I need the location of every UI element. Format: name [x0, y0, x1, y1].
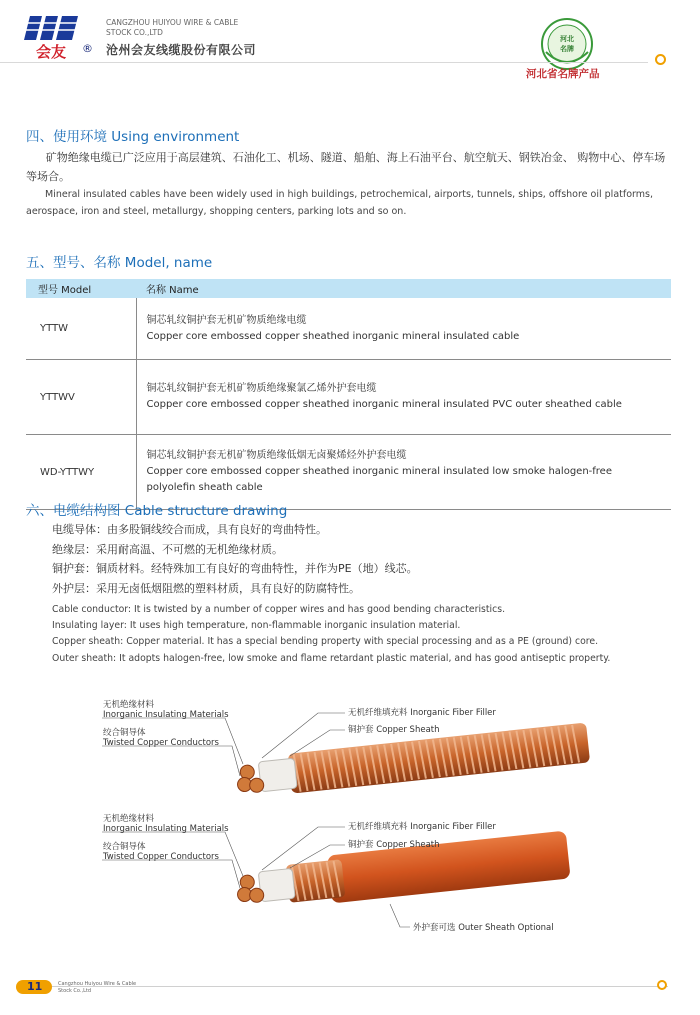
section-4-body-cn: 矿物绝缘电缆已广泛应用于高层建筑、石油化工、机场、隧道、船舶、海上石油平台、航空航天、钢铁冶金、 购物中心、停车场等场合。 [26, 151, 666, 183]
header-name: 名称 Name [136, 279, 671, 298]
cable2-conductor-en: Twisted Copper Conductors [103, 852, 219, 862]
badge-inner-bottom: 名牌 [560, 45, 574, 53]
badge-caption: 河北省名牌产品 [526, 68, 600, 80]
model-cell: WD-YTTWY [26, 435, 136, 510]
company-logo [22, 14, 80, 60]
cable2-sheath-label: 铜护套 Copper Sheath [348, 840, 440, 850]
footer-company-line2: Stock Co.,Ltd [58, 987, 91, 994]
cable1-filler-label: 无机纤维填充料 Inorganic Fiber Filler [348, 708, 496, 718]
logo-text: 会友 [35, 43, 67, 60]
model-cell: YTTWV [26, 360, 136, 435]
company-en-line1: CANGZHOU HUIYOU WIRE & CABLE [106, 18, 239, 27]
structure-line-cn: 电缆导体：由多股铜线绞合而成，具有良好的弯曲特性。 [52, 523, 327, 536]
section-4-body-en: Mineral insulated cables have been widely used in high buildings, petrochemical, airports, tunnels, ships, offshore oil platforms, aerospace, iron and steel, metallurgy, shopping centers, parking lots and so on. [26, 189, 653, 217]
name-cell [136, 298, 671, 360]
structure-line-en: Outer sheath: It adopts halogen-free, low smoke and flame retardant plastic material, and has good antiseptic property. [52, 652, 611, 664]
page-number: 11 [27, 980, 43, 993]
badge-inner-top: 河北 [560, 35, 574, 43]
company-name-en [106, 18, 276, 38]
header-divider [0, 62, 648, 63]
footer-company-line1: Cangzhou Huiyou Wire & Cable [58, 981, 137, 987]
model-cell: YTTW [26, 298, 136, 360]
structure-line-en: Cable conductor: It is twisted by a number of copper wires and has good bending characteristics. [52, 604, 506, 615]
company-en-line2: STOCK CO.,LTD [106, 28, 163, 37]
cable2-insulation-cn: 无机绝缘材料 [103, 814, 155, 824]
cable2-filler-label: 无机纤维填充料 Inorganic Fiber Filler [348, 822, 496, 832]
cable1-conductor-en: Twisted Copper Conductors [103, 738, 219, 748]
name-en: Copper core embossed copper sheathed inorganic mineral insulated cable [146, 330, 520, 342]
structure-line-cn: 绝缘层：采用耐高温、不可燃的无机绝缘材质。 [52, 542, 283, 556]
table-row [26, 360, 671, 435]
structure-line-en: Copper sheath: Copper material. It has a special bending property with special processing and as a PE (ground) core. [52, 636, 599, 648]
structure-line-en: Insulating layer: It uses high temperature, non-flammable inorganic insulation material. [52, 620, 461, 632]
name-en: Copper core embossed copper sheathed inorganic mineral insulated low smoke halogen-free polyolefin sheath cable [146, 466, 612, 493]
name-cn: 铜芯轧纹铜护套无机矿物质绝缘低烟无卤聚烯烃外护套电缆 [146, 450, 407, 461]
section-6-title: 六、电缆结构图 Cable structure drawing [26, 503, 288, 519]
structure-line-cn: 外护层：采用无卤低烟阻燃的塑料材质，具有良好的防腐特性。 [52, 581, 360, 595]
structure-line-cn: 铜护套：铜质材料。经特殊加工有良好的弯曲特性，并作为PE（地）线芯。 [52, 562, 418, 575]
header-circle-ornament [655, 54, 666, 65]
cable1-insulation-en: Inorganic Insulating Materials [103, 710, 229, 720]
section-4-title: 四、使用环境 Using environment [26, 129, 240, 145]
section-5-title: 五、型号、名称 Model, name [26, 255, 213, 271]
footer-circle-ornament [657, 980, 667, 990]
model-name-table [26, 279, 671, 510]
name-cn: 铜芯轧纹铜护套无机矿物质绝缘电缆 [146, 314, 307, 326]
name-en: Copper core embossed copper sheathed inorganic mineral insulated PVC outer sheathed cable [146, 399, 622, 410]
table-row [26, 298, 671, 360]
name-cn: 铜芯轧纹铜护套无机矿物质绝缘聚氯乙烯外护套电缆 [146, 383, 377, 394]
cable1-insulation-cn: 无机绝缘材料 [103, 700, 155, 710]
cable2-conductor-cn: 绞合铜导体 [103, 842, 146, 852]
cable1-conductor-cn: 绞合铜导体 [103, 728, 146, 738]
name-cell [136, 360, 671, 435]
cable1-sheath-label: 铜护套 Copper Sheath [348, 725, 440, 735]
cable-structure-diagram [0, 690, 700, 940]
table-header-row [26, 279, 671, 298]
header-model: 型号 Model [26, 279, 136, 298]
cable2-outer-sheath-label: 外护套可选 Outer Sheath Optional [413, 923, 554, 933]
company-name-cn: 沧州会友线缆股份有限公司 [106, 43, 257, 57]
registered-mark: ® [82, 42, 93, 55]
section-6-body-cn [52, 520, 652, 598]
footer-company [58, 981, 158, 994]
cable2-insulation-en: Inorganic Insulating Materials [103, 824, 229, 834]
section-6-body-en [52, 602, 652, 667]
